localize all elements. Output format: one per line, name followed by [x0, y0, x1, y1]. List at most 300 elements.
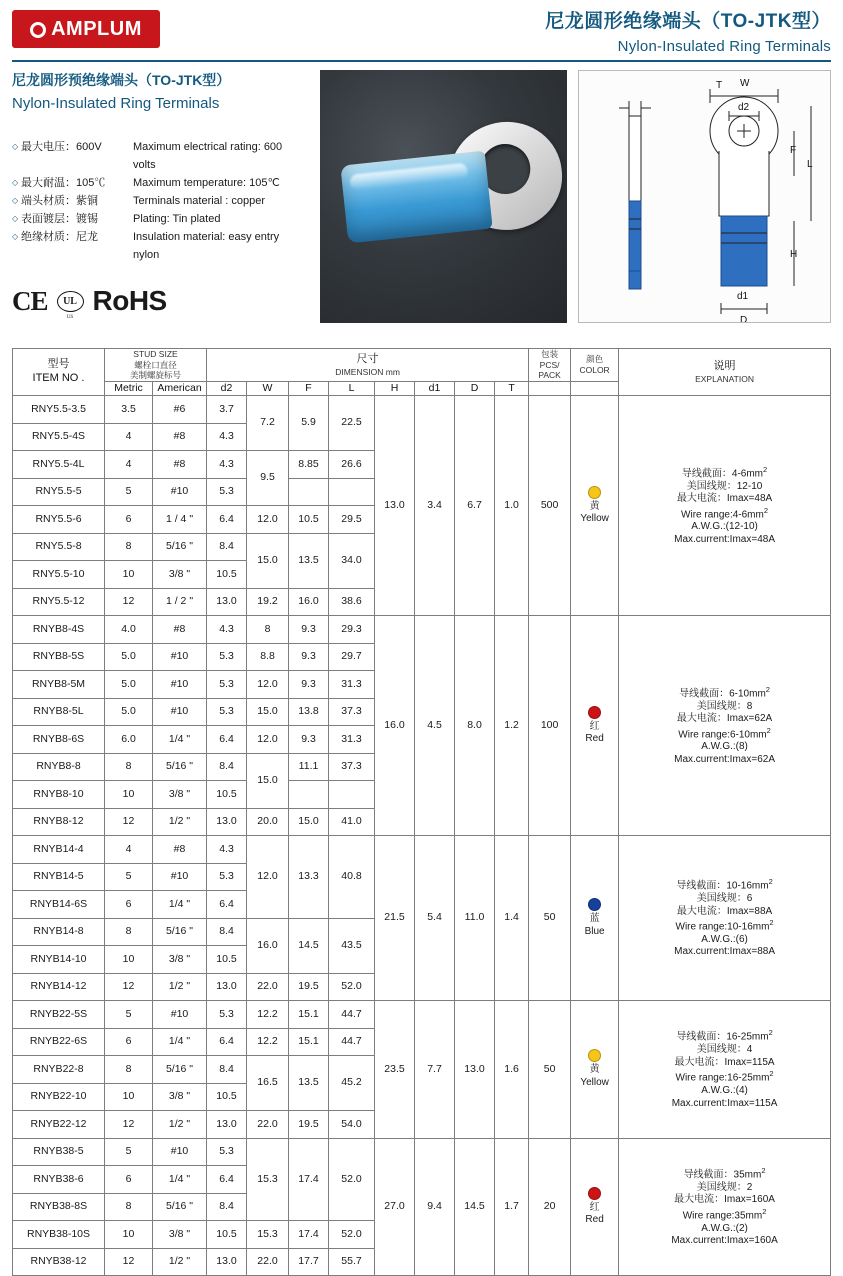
cell-L: 31.3 [329, 671, 375, 699]
explanation-line: Max.current:Imax=88A [674, 946, 775, 958]
cell-T: 1.2 [495, 616, 529, 836]
cell-item: RNY5.5-12 [13, 588, 105, 616]
th-H: H [375, 381, 415, 395]
cell-W: 8.8 [247, 643, 289, 671]
spec-label-cn: 端头材质：紫铜 [21, 195, 98, 207]
cell-L: 54.0 [329, 1111, 375, 1139]
color-label-cn: 红 [589, 720, 600, 732]
th-L: L [329, 381, 375, 395]
cell-metric: 12 [105, 588, 153, 616]
cell-metric: 5 [105, 478, 153, 506]
cell-F: 15.0 [289, 808, 329, 836]
explanation-line: Wire $range:35mm^2$ [682, 1206, 767, 1222]
cell-d2: 10.5 [207, 1083, 247, 1111]
cell-H: 16.0 [375, 616, 415, 836]
cell-metric: 12 [105, 973, 153, 1001]
label-D: D [740, 315, 748, 322]
cell-d2: 4.3 [207, 423, 247, 451]
cell-metric: 10 [105, 561, 153, 589]
cell-W: 22.0 [247, 1111, 289, 1139]
cell-W: 12.2 [247, 1028, 289, 1056]
spec-table [12, 348, 831, 1276]
cell-color [571, 396, 619, 616]
spec-title-en: Nylon-Insulated Ring Terminals [12, 95, 220, 112]
cell-american: 1 / 4 " [153, 506, 207, 534]
cell-american: #10 [153, 698, 207, 726]
label-F: F [790, 145, 797, 156]
cell-T: 1.0 [495, 396, 529, 616]
cell-L: 55.7 [329, 1248, 375, 1276]
table-row [13, 1138, 831, 1166]
cell-d1: 9.4 [415, 1138, 455, 1276]
cell-item: RNYB38-5 [13, 1138, 105, 1166]
th-color-en: COLOR [579, 364, 610, 375]
cell-d2: 13.0 [207, 808, 247, 836]
cell-american: 1/2 " [153, 808, 207, 836]
cell-d1: 7.7 [415, 1001, 455, 1139]
spec-label-en: Maximum temperature: 105℃ [133, 177, 280, 189]
cell-H: 27.0 [375, 1138, 415, 1276]
spec-label-en: Terminals material : copper [133, 195, 266, 207]
color-label-cn: 黄 [589, 1064, 600, 1076]
cell-pack: 50 [529, 1001, 571, 1139]
cell-F: 9.3 [289, 616, 329, 644]
cell-W: 12.0 [247, 506, 289, 534]
cell-d2: 8.4 [207, 753, 247, 781]
color-label-cn: 红 [589, 1201, 600, 1213]
explanation-line: 最大电流：Imax=88A [676, 905, 773, 917]
cell-american: 3/8 " [153, 561, 207, 589]
spec-label-en: Plating: Tin plated [133, 213, 221, 225]
cell-d2: 8.4 [207, 918, 247, 946]
table-row [13, 616, 831, 644]
rohs-mark: RoHS [92, 285, 167, 316]
cell-american: 5/16 " [153, 1056, 207, 1084]
cell-metric: 10 [105, 1221, 153, 1249]
cell-american: #8 [153, 836, 207, 864]
cell-F: 9.3 [289, 643, 329, 671]
terminal-insulation-sleeve [340, 151, 492, 244]
cell-item: RNYB14-8 [13, 918, 105, 946]
cell-item: RNYB14-6S [13, 891, 105, 919]
cell-d1: 5.4 [415, 836, 455, 1001]
cell-L: 26.6 [329, 451, 375, 479]
explanation-line: 导线截面：$35mm^2$ [683, 1165, 766, 1181]
logo-text: AMPLUM [51, 17, 142, 40]
cell-T: 1.6 [495, 1001, 529, 1139]
cell-W: 15.3 [247, 1138, 289, 1221]
cell-d2: 10.5 [207, 781, 247, 809]
spec-row [12, 228, 304, 264]
cell-d2: 5.3 [207, 1138, 247, 1166]
explanation-line: 美国线规：6 [696, 893, 753, 904]
cell-american: 3/8 " [153, 1083, 207, 1111]
label-T: T [716, 80, 723, 91]
cell-american: #6 [153, 396, 207, 424]
explanation-line: 导线截面：$6-10mm^2$ [679, 684, 770, 699]
cell-W: 12.0 [247, 726, 289, 754]
color-swatch-icon [588, 1187, 601, 1200]
cell-L: 52.0 [329, 1221, 375, 1249]
explanation-line: 导线截面：$16-25mm^2$ [676, 1028, 773, 1043]
explanation-line: Wire $range:6-10mm^2$ [678, 725, 771, 740]
spec-label-en: Maximum electrical rating: 600 volts [133, 141, 283, 171]
cell-F: 16.0 [289, 588, 329, 616]
th-american: American [153, 381, 207, 395]
cell-d2: 13.0 [207, 1111, 247, 1139]
th-pack-spacer [529, 381, 571, 395]
cell-L: 22.5 [329, 396, 375, 451]
spec-list [12, 138, 304, 264]
cell-american: #8 [153, 451, 207, 479]
cell-F: 17.7 [289, 1248, 329, 1276]
bullet-icon: ◇ [12, 178, 19, 187]
cell-item: RNYB8-5L [13, 698, 105, 726]
cell-metric: 8 [105, 918, 153, 946]
th-d1: d1 [415, 381, 455, 395]
explanation-line: 美国线规：8 [696, 700, 753, 712]
cell-color [571, 1138, 619, 1276]
cell-item: RNY5.5-6 [13, 506, 105, 534]
cell-explanation [619, 1001, 831, 1139]
cell-metric: 5 [105, 863, 153, 891]
cell-W: 15.0 [247, 533, 289, 588]
explanation-line: Wire $range:10-16mm^2$ [675, 918, 774, 933]
cell-metric: 10 [105, 781, 153, 809]
explanation-line: 最大电流：Imax=115A [674, 1056, 775, 1068]
cell-d2: 5.3 [207, 478, 247, 506]
cell-L: 29.5 [329, 506, 375, 534]
cell-L: 44.7 [329, 1001, 375, 1029]
spec-label-cn: 表面镀层：镀锡 [21, 213, 98, 225]
cell-item: RNYB22-12 [13, 1111, 105, 1139]
cell-metric: 12 [105, 808, 153, 836]
cell-L [329, 478, 375, 506]
cell-d2: 6.4 [207, 1028, 247, 1056]
cell-d2: 13.0 [207, 973, 247, 1001]
cell-metric: 8 [105, 1056, 153, 1084]
th-explanation-en: EXPLANATION [695, 373, 754, 384]
cell-d2: 5.3 [207, 643, 247, 671]
cell-d2: 8.4 [207, 533, 247, 561]
cell-pack: 100 [529, 616, 571, 836]
bullet-icon: ◇ [12, 196, 19, 205]
cell-american: 5/16 " [153, 918, 207, 946]
cell-metric: 6 [105, 1028, 153, 1056]
label-L: L [807, 159, 813, 170]
explanation-line: Max.current:Imax=160A [671, 1235, 778, 1247]
cell-american: 1 / 2 " [153, 588, 207, 616]
cell-D: 11.0 [455, 836, 495, 1001]
cell-explanation [619, 836, 831, 1001]
cell-L: 40.8 [329, 836, 375, 919]
th-dimension-cn: 尺寸 [356, 352, 379, 365]
explanation-line: 最大电流：Imax=48A [676, 493, 773, 504]
spec-label-en: Insulation material: easy entry nylon [133, 231, 280, 261]
bullet-icon: ◇ [12, 214, 19, 223]
cell-explanation [619, 396, 831, 616]
cell-F: 9.3 [289, 726, 329, 754]
cell-d2: 8.4 [207, 1193, 247, 1221]
cell-item: RNYB22-10 [13, 1083, 105, 1111]
brand-logo [12, 10, 160, 48]
table-row [13, 396, 831, 424]
cell-H: 23.5 [375, 1001, 415, 1139]
th-stud-cn2: 美制螺旋标号 [130, 370, 182, 381]
cell-metric: 4.0 [105, 616, 153, 644]
cell-F: 15.1 [289, 1028, 329, 1056]
cell-color [571, 616, 619, 836]
cell-d2: 6.4 [207, 506, 247, 534]
cell-W: 20.0 [247, 808, 289, 836]
th-stud [105, 349, 207, 382]
cell-american: 5/16 " [153, 753, 207, 781]
explanation-line: 导线截面：$4-6mm^2$ [681, 464, 768, 479]
cell-explanation [619, 1138, 831, 1276]
spec-row [12, 138, 304, 174]
cell-L: 52.0 [329, 1138, 375, 1221]
th-F: F [289, 381, 329, 395]
explanation-line: A.W.G.:(12-10) [691, 521, 758, 533]
color-swatch-icon [588, 486, 601, 499]
cell-item: RNYB14-4 [13, 836, 105, 864]
th-metric: Metric [105, 381, 153, 395]
cell-item: RNYB38-12 [13, 1248, 105, 1276]
ce-mark: CE [12, 285, 48, 316]
cell-W: 22.0 [247, 973, 289, 1001]
cell-american: 5/16 " [153, 1193, 207, 1221]
cell-L: 45.2 [329, 1056, 375, 1111]
spec-label-cn: 绝缘材质：尼龙 [21, 231, 98, 243]
color-label-en: Red [585, 1214, 604, 1226]
cell-item: RNYB14-12 [13, 973, 105, 1001]
cell-T: 1.4 [495, 836, 529, 1001]
cell-W: 19.2 [247, 588, 289, 616]
cell-item: RNYB8-4S [13, 616, 105, 644]
cell-american: 5/16 " [153, 533, 207, 561]
cell-F [289, 478, 329, 506]
label-W: W [740, 78, 750, 89]
cell-F: 11.1 [289, 753, 329, 781]
cell-F: 5.9 [289, 396, 329, 451]
cell-d2: 13.0 [207, 1248, 247, 1276]
cell-american: 1/4 " [153, 1028, 207, 1056]
cell-metric: 8 [105, 533, 153, 561]
cell-item: RNYB38-6 [13, 1166, 105, 1194]
cell-d2: 5.3 [207, 1001, 247, 1029]
th-item-cn: 型号 [47, 358, 70, 371]
logo-ring-icon [30, 22, 46, 38]
cell-color [571, 836, 619, 1001]
cell-L: 37.3 [329, 698, 375, 726]
certification-marks [12, 285, 167, 320]
cell-L: 37.3 [329, 753, 375, 781]
color-swatch-icon [588, 1049, 601, 1062]
th-pack-en: PCS/ PACK [538, 359, 561, 381]
cell-W: 8 [247, 616, 289, 644]
cell-metric: 5.0 [105, 643, 153, 671]
th-pack-cn: 包装 [541, 349, 559, 359]
cell-american: 3/8 " [153, 946, 207, 974]
cell-D: 8.0 [455, 616, 495, 836]
cell-d2: 10.5 [207, 561, 247, 589]
cell-american: #10 [153, 1001, 207, 1029]
cell-item: RNYB38-8S [13, 1193, 105, 1221]
color-swatch-icon [588, 706, 601, 719]
cell-L: 34.0 [329, 533, 375, 588]
spec-table-wrapper [12, 348, 831, 1276]
explanation-line: A.W.G.:(4) [701, 1085, 748, 1097]
cell-F: 19.5 [289, 973, 329, 1001]
th-D: D [455, 381, 495, 395]
cell-american: #8 [153, 423, 207, 451]
cell-F: 17.4 [289, 1138, 329, 1221]
cell-pack: 500 [529, 396, 571, 616]
cell-explanation [619, 616, 831, 836]
color-label-cn: 蓝 [589, 913, 600, 924]
cell-L: 41.0 [329, 808, 375, 836]
cell-metric: 5.0 [105, 698, 153, 726]
explanation-line: Wire $range:4-6mm^2$ [681, 505, 769, 520]
cell-pack: 50 [529, 836, 571, 1001]
cell-D: 6.7 [455, 396, 495, 616]
cell-item: RNYB22-8 [13, 1056, 105, 1084]
cell-T: 1.7 [495, 1138, 529, 1276]
cell-F: 8.85 [289, 451, 329, 479]
cell-metric: 6 [105, 506, 153, 534]
cell-item: RNY5.5-4L [13, 451, 105, 479]
cell-F: 14.5 [289, 918, 329, 973]
cell-F: 9.3 [289, 671, 329, 699]
cell-item: RNY5.5-3.5 [13, 396, 105, 424]
page-title-cn: 尼龙圆形绝缘端头（TO-JTK型） [545, 11, 831, 32]
cell-D: 14.5 [455, 1138, 495, 1276]
cell-pack: 20 [529, 1138, 571, 1276]
cell-d2: 5.3 [207, 863, 247, 891]
label-d2: d2 [738, 102, 750, 113]
th-item [13, 349, 105, 396]
cell-american: 1/2 " [153, 1248, 207, 1276]
cell-D: 13.0 [455, 1001, 495, 1139]
cell-d2: 4.3 [207, 836, 247, 864]
cell-W: 12.2 [247, 1001, 289, 1029]
cell-american: 3/8 " [153, 781, 207, 809]
explanation-line: Max.current:Imax=48A [674, 533, 775, 545]
color-label-en: Red [585, 733, 604, 744]
cell-F [289, 781, 329, 809]
explanation-line: Max.current:Imax=62A [674, 753, 775, 765]
cell-d2: 8.4 [207, 1056, 247, 1084]
spec-row [12, 210, 304, 228]
cell-W: 22.0 [247, 1248, 289, 1276]
cell-american: #10 [153, 863, 207, 891]
cell-L: 29.3 [329, 616, 375, 644]
explanation-line: A.W.G.:(2) [701, 1222, 748, 1234]
cell-item: RNYB38-10S [13, 1221, 105, 1249]
cell-item: RNYB8-12 [13, 808, 105, 836]
cell-L: 38.6 [329, 588, 375, 616]
header-divider [12, 60, 831, 62]
header-titles [545, 6, 831, 55]
cell-H: 13.0 [375, 396, 415, 616]
label-H: H [790, 249, 798, 260]
cell-metric: 12 [105, 1111, 153, 1139]
table-head [13, 349, 831, 396]
cell-W: 15.3 [247, 1221, 289, 1249]
explanation-line: 美国线规：2 [696, 1181, 753, 1193]
cell-american: 1/4 " [153, 1166, 207, 1194]
drawing-svg [579, 71, 843, 322]
spec-row [12, 192, 304, 210]
color-label-en: Yellow [580, 1076, 609, 1088]
cell-american: #10 [153, 478, 207, 506]
cell-d2: 4.3 [207, 451, 247, 479]
th-explanation-cn: 说明 [713, 359, 736, 372]
explanation-line: A.W.G.:(8) [701, 741, 748, 753]
cell-item: RNYB8-8 [13, 753, 105, 781]
cell-W: 16.0 [247, 918, 289, 973]
cell-metric: 3.5 [105, 396, 153, 424]
cell-american: 3/8 " [153, 1221, 207, 1249]
technical-drawing [578, 70, 831, 323]
cell-F: 13.5 [289, 533, 329, 588]
explanation-line: Max.current:Imax=115A [671, 1097, 778, 1109]
cell-item: RNY5.5-10 [13, 561, 105, 589]
explanation-line: 美国线规：12-10 [686, 480, 763, 492]
th-stud-cn1: 螺栓口直径 [134, 359, 177, 370]
cell-american: #10 [153, 671, 207, 699]
cell-W: 9.5 [247, 451, 289, 506]
cell-item: RNY5.5-8 [13, 533, 105, 561]
spec-row [12, 174, 304, 192]
cell-d2: 5.3 [207, 698, 247, 726]
explanation-line: 最大电流：Imax=62A [676, 713, 773, 724]
cell-d2: 10.5 [207, 1221, 247, 1249]
cell-american: 1/2 " [153, 973, 207, 1001]
cell-d2: 3.7 [207, 396, 247, 424]
spec-label-cn: 最大电压：600V [21, 141, 102, 153]
table-row [13, 1001, 831, 1029]
cell-metric: 10 [105, 946, 153, 974]
color-label-en: Blue [584, 925, 605, 937]
th-explanation [619, 349, 831, 396]
cell-F: 19.5 [289, 1111, 329, 1139]
th-d2: d2 [207, 381, 247, 395]
th-W: W [247, 381, 289, 395]
cell-d2: 6.4 [207, 726, 247, 754]
cell-american: 1/4 " [153, 891, 207, 919]
table-body [13, 396, 831, 1276]
bullet-icon: ◇ [12, 232, 19, 241]
explanation-line: 导线截面：$10-16mm^2$ [676, 877, 773, 892]
th-color-spacer [571, 381, 619, 395]
cell-item: RNYB8-10 [13, 781, 105, 809]
cell-W: 12.0 [247, 836, 289, 919]
product-photo [320, 70, 567, 323]
th-pack [529, 349, 571, 382]
cell-item: RNYB14-10 [13, 946, 105, 974]
color-label-cn: 黄 [589, 500, 600, 512]
cell-F: 10.5 [289, 506, 329, 534]
cell-F: 13.5 [289, 1056, 329, 1111]
cell-item: RNYB8-5S [13, 643, 105, 671]
cell-item: RNY5.5-4S [13, 423, 105, 451]
explanation-line: A.W.G.:(6) [701, 933, 748, 945]
explanation-line: Wire $range:16-25mm^2$ [675, 1069, 774, 1084]
cell-d2: 6.4 [207, 1166, 247, 1194]
cell-metric: 8 [105, 1193, 153, 1221]
ul-mark-label: UL [63, 295, 77, 307]
